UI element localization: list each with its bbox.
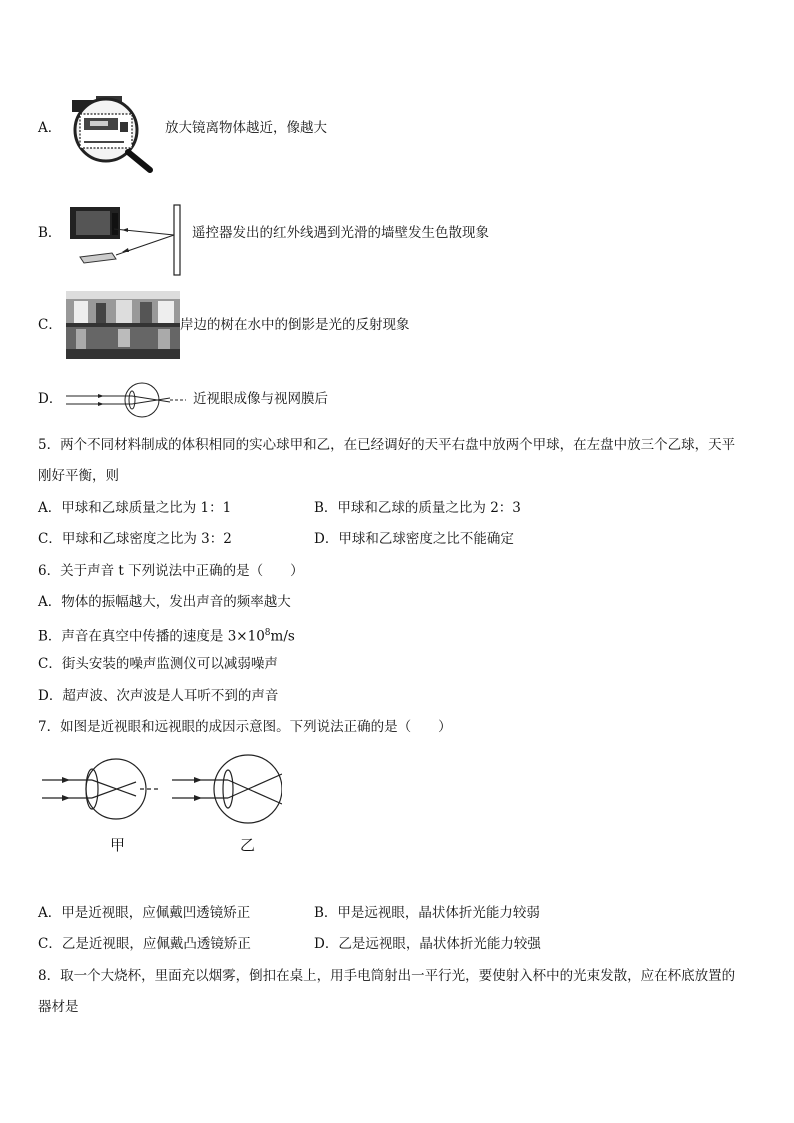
q7-stem: 7．如图是近视眼和远视眼的成因示意图。下列说法正确的是（ ）	[38, 719, 452, 735]
tv-remote-wall-image	[66, 203, 190, 277]
option-c-letter: C．	[38, 317, 62, 333]
q7-option-a: A．甲是近视眼，应佩戴凹透镜矫正	[38, 905, 251, 921]
option-b-letter: B．	[38, 225, 62, 241]
q6-stem: 6．关于声音 t 下列说法中正确的是（ ）	[38, 563, 304, 579]
q6-option-d: D．超声波、次声波是人耳听不到的声音	[38, 688, 279, 704]
q7-option-d: D．乙是远视眼，晶状体折光能力较强	[314, 936, 541, 952]
q6-option-b-prefix: B．声音在真空中传播的速度是 3×10	[38, 628, 265, 645]
option-a-letter: A．	[38, 120, 62, 136]
q8-stem-line2: 器材是	[38, 999, 79, 1015]
myopia-eye-diagram	[40, 756, 165, 822]
q5-option-d: D．甲球和乙球密度之比不能确定	[314, 531, 514, 547]
q7-option-c: C．乙是近视眼，应佩戴凸透镜矫正	[38, 936, 251, 952]
option-d-letter: D．	[38, 391, 63, 407]
q5-option-a: A．甲球和乙球质量之比为 1：1	[38, 500, 232, 516]
option-a-text: 放大镜离物体越近，像越大	[165, 120, 327, 136]
option-c-text: 岸边的树在水中的倒影是光的反射现象	[180, 317, 410, 333]
q7-label-yi: 乙	[240, 836, 256, 854]
myopia-eye-small-diagram	[64, 382, 190, 418]
q5-stem-line1: 5．两个不同材料制成的体积相同的实心球甲和乙，在已经调好的天平右盘中放两个甲球，在左盘中放三个乙球，天平	[38, 437, 736, 453]
q6-option-b-unit: m/s	[270, 628, 295, 645]
hyperopia-eye-diagram	[170, 752, 282, 826]
q6-option-a: A．物体的振幅越大，发出声音的频率越大	[38, 594, 291, 610]
q5-stem-line2: 刚好平衡，则	[38, 468, 119, 484]
q7-option-b: B．甲是远视眼，晶状体折光能力较弱	[314, 905, 540, 921]
q7-label-jia: 甲	[110, 836, 126, 854]
option-d-text: 近视眼成像与视网膜后	[193, 391, 328, 407]
option-b-text: 遥控器发出的红外线遇到光滑的墙壁发生色散现象	[192, 225, 489, 241]
q6-option-c: C．街头安装的噪声监测仪可以减弱噪声	[38, 656, 278, 672]
q8-stem-line1: 8．取一个大烧杯，里面充以烟雾，倒扣在桌上，用手电筒射出一平行光，要使射入杯中的光束发散，应在杯底放置的	[38, 968, 736, 984]
magnifier-stamp-image	[66, 94, 158, 174]
q6-option-b-exponent: 8	[264, 628, 271, 638]
q6-option-b	[38, 624, 295, 646]
q5-option-b: B．甲球和乙球的质量之比为 2：3	[314, 500, 521, 516]
q5-option-c: C．甲球和乙球密度之比为 3：2	[38, 531, 232, 547]
tree-reflection-photo	[66, 291, 180, 359]
